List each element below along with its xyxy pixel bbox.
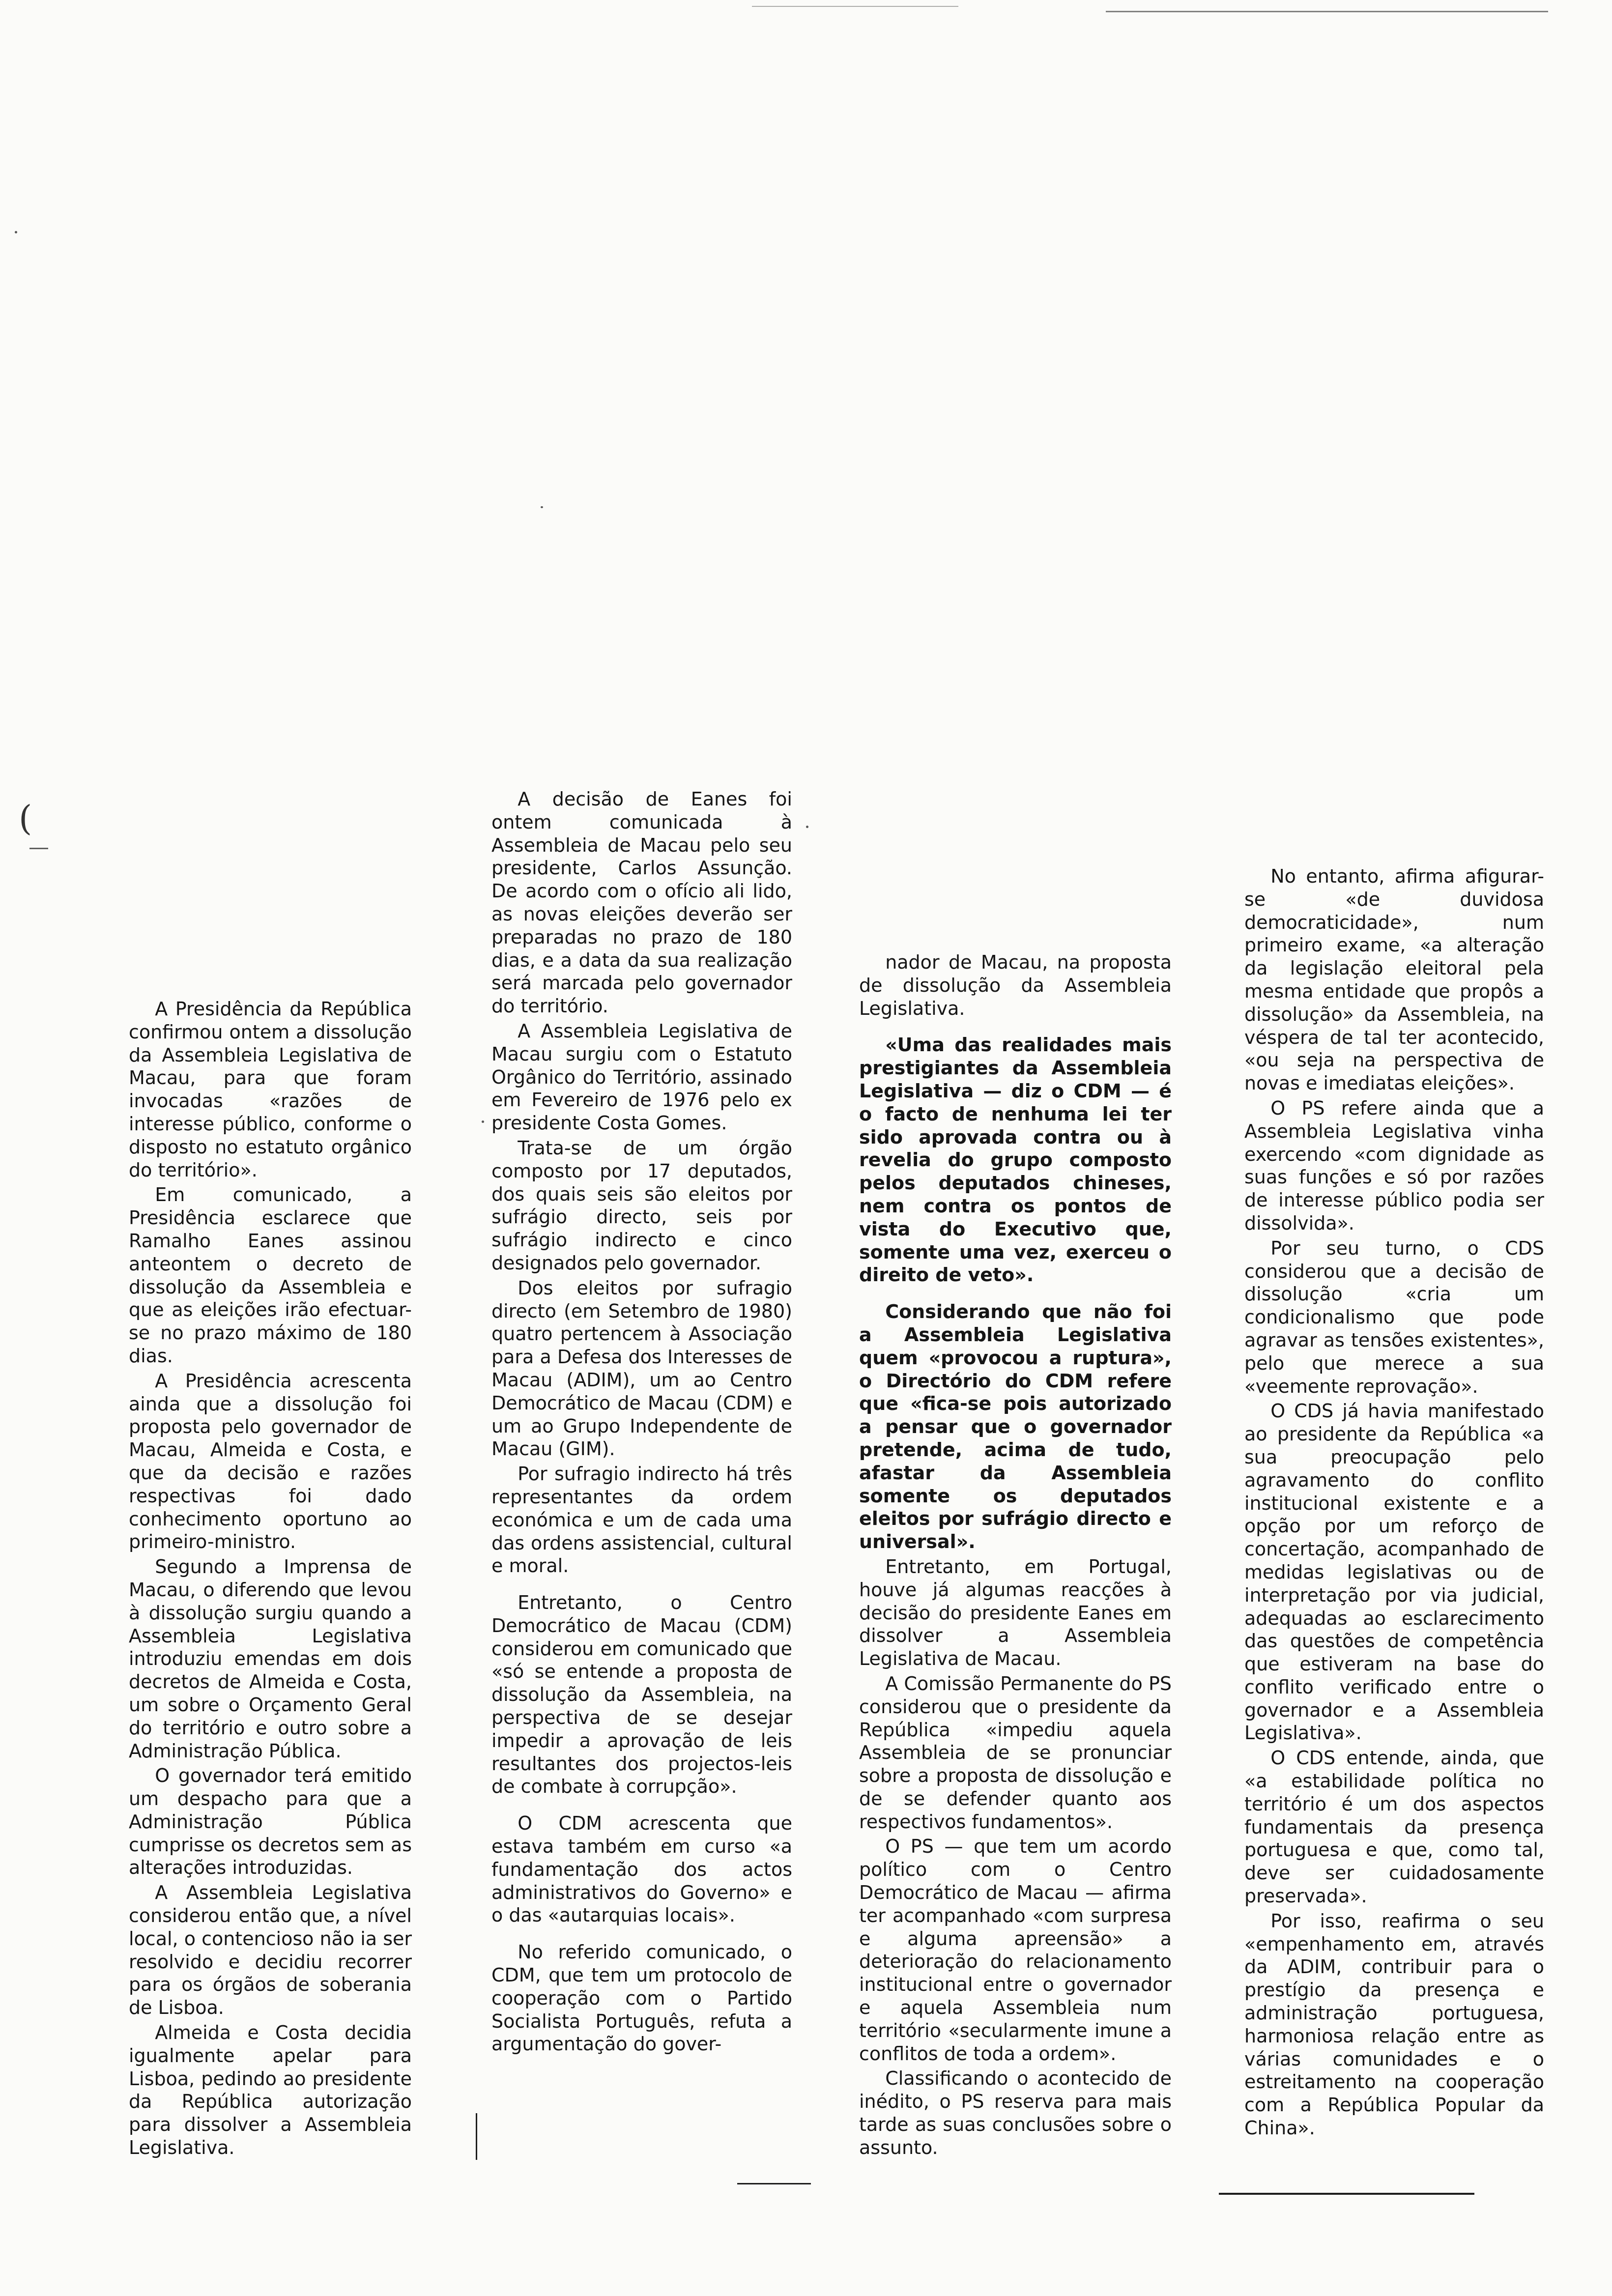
paragraph: Trata-se de um órgão composto por 17 deputados, dos quais seis são eleitos por sufrágio directo, seis por sufrágio indirecto e cinco designados pelo governador. — [491, 1137, 792, 1274]
article-column-1 — [129, 998, 412, 2159]
paragraph: O PS refere ainda que a Assembleia Legislativa vinha exercendo «com dignidade as suas funções e só por razões de interesse público podia ser dissolvida». — [1244, 1097, 1544, 1234]
paragraph: O governador terá emitido um despacho para que a Administração Pública cumprisse os decretos sem as alterações introduzidas. — [129, 1765, 412, 1879]
paragraph: Entretanto, em Portugal, houve já algumas reacções à decisão do presidente Eanes em dissolver a Assembleia Legislativa de Macau. — [859, 1555, 1172, 1670]
scan-speck — [541, 506, 543, 508]
paragraph: O CDM acrescenta que estava também em curso «a fundamentação dos actos administrativos do Governo» e o das «autarquias locais». — [491, 1812, 792, 1926]
paragraph: A decisão de Eanes foi ontem comunicada à Assembleia de Macau pelo seu presidente, Carlos Assunção. De acordo com o ofício ali lido, as novas eleições deverão ser preparadas no prazo de 180 dias, e a data da sua realização será marcada pelo governador do território. — [491, 788, 792, 1017]
paragraph: Classificando o acontecido de inédito, o PS reserva para mais tarde as suas conclusões sobre o assunto. — [859, 2067, 1172, 2158]
paragraph: A Assembleia Legislativa considerou então que, a nível local, o contencioso não ia ser resolvido e decidiu recorrer para os órgãos de soberania de Lisboa. — [129, 1882, 412, 2019]
article-column-3 — [859, 951, 1172, 2159]
paragraph: A Presidência da República confirmou ontem a dissolução da Assembleia Legislativa de Macau, para que foram invocadas «razões de interesse público, conforme o disposto no estatuto orgânico do território». — [129, 998, 412, 1181]
article-column-2 — [491, 788, 792, 2056]
column-2-side-rule — [476, 2113, 477, 2160]
article-column-4 — [1244, 865, 1544, 2140]
margin-mark: ( — [19, 798, 32, 838]
paragraph: A Assembleia Legislativa de Macau surgiu com o Estatuto Orgânico do Território, assinado em Fevereiro de 1976 pelo ex presidente Costa Gomes. — [491, 1020, 792, 1134]
paragraph: O CDS entende, ainda, que «a estabilidade política no território é um dos aspectos fundamentais da presença portuguesa e que, como tal, deve ser cuidadosamente preservada». — [1244, 1747, 1544, 1907]
paragraph: Entretanto, o Centro Democrático de Macau (CDM) considerou em comunicado que «só se entende a proposta de dissolução da Assembleia, na perspectiva de se desejar impedir a aprovação de leis resultantes dos projectos-leis de combate à corrupção». — [491, 1592, 792, 1798]
paragraph-highlight: Considerando que não foi a Assembleia Legislativa quem «provocou a ruptura», o Directório do CDM refere que «fica-se pois autorizado a pensar que o governador pretende, acima de tudo, afastar da Assembleia somente os deputados eleitos por sufrágio directo e universal». — [859, 1301, 1172, 1553]
scan-speck — [806, 826, 808, 828]
scan-speck — [15, 231, 17, 233]
paragraph-highlight: «Uma das realidades mais prestigiantes da Assembleia Legislativa — diz o CDM — é o facto de nenhuma lei ter sido aprovada contra ou à revelia do grupo composto pelos deputados chineses, nem contra os pontos de vista do Executivo que, somente uma vez, exerceu o direito de veto». — [859, 1034, 1172, 1286]
paragraph: nador de Macau, na proposta de dissolução da Assembleia Legislativa. — [859, 951, 1172, 1019]
article-end-rule — [1219, 2193, 1474, 2195]
paragraph: Almeida e Costa decidia igualmente apelar para Lisboa, pedindo ao presidente da República autorização para dissolver a Assembleia Legislativa. — [129, 2022, 412, 2159]
paragraph: A Comissão Permanente do PS considerou que o presidente da República «impediu aquela Assembleia de se pronunciar sobre a proposta de dissolução e de se defender quanto aos respectivos fundamentos». — [859, 1672, 1172, 1833]
paragraph: Segundo a Imprensa de Macau, o diferendo que levou à dissolução surgiu quando a Assembleia Legislativa introduziu emendas em dois decretos de Almeida e Costa, um sobre o Orçamento Geral do território e outro sobre a Administração Pública. — [129, 1556, 412, 1762]
paragraph: Por seu turno, o CDS considerou que a decisão de dissolução «cria um condicionalismo que pode agravar as tensões existentes», pelo que merece a sua «veemente reprovação». — [1244, 1237, 1544, 1397]
paragraph: O PS — que tem um acordo político com o Centro Democrático de Macau — afirma ter acompanhado «com surpresa e alguma apreensão» a deterioração do relacionamento institucional entre o governador e aquela Assembleia num território «secularmente imune a conflitos de toda a ordem». — [859, 1836, 1172, 2065]
paragraph: Em comunicado, a Presidência esclarece que Ramalho Eanes assinou anteontem o decreto de dissolução da Assembleia e que as eleições irão efectuar-se no prazo máximo de 180 dias. — [129, 1184, 412, 1367]
paragraph: No entanto, afirma afigurar-se «de duvidosa democraticidade», num primeiro exame, «a alteração da legislação eleitoral pela mesma entidade que propôs a dissolução» da Assembleia, na véspera de tal ter acontecido, «ou seja na perspectiva de novas e imediatas eleições». — [1244, 865, 1544, 1094]
paragraph: Dos eleitos por sufragio directo (em Setembro de 1980) quatro pertencem à Associação para a Defesa dos Interesses de Macau (ADIM), um ao Centro Democrático de Macau (CDM) e um ao Grupo Independente de Macau (GIM). — [491, 1277, 792, 1460]
top-edge-rule-short — [752, 6, 958, 7]
paragraph: No referido comunicado, o CDM, que tem um protocolo de cooperação com o Partido Socialista Português, refuta a argumentação do gover- — [491, 1941, 792, 2055]
column-2-end-rule — [737, 2183, 811, 2184]
paragraph: O CDS já havia manifestado ao presidente da República «a sua preocupação pelo agravamento do conflito institucional existente e a opção por um reforço de concertação, acompanhado de medidas legislativas ou de interpretação por via judicial, adequadas ao esclarecimento das questões de competência que estiveram na base do conflito verificado entre o governador e a Assembleia Legislativa». — [1244, 1400, 1544, 1744]
paragraph: A Presidência acrescenta ainda que a dissolução foi proposta pelo governador de Macau, Almeida e Costa, e que da decisão e razões respectivas foi dado conhecimento oportuno ao primeiro-ministro. — [129, 1370, 412, 1553]
margin-dash — [29, 848, 48, 849]
top-edge-rule — [1106, 11, 1548, 12]
paragraph: Por isso, reafirma o seu «empenhamento em, através da ADIM, contribuir para o prestígio da presença e administração portuguesa, harmoniosa relação entre as várias comunidades e o estreitamento na cooperação com a República Popular da China». — [1244, 1910, 1544, 2139]
scan-speck — [482, 1120, 484, 1123]
paragraph: Por sufragio indirecto há três representantes da ordem económica e um de cada uma das ordens assistencial, cultural e moral. — [491, 1463, 792, 1577]
